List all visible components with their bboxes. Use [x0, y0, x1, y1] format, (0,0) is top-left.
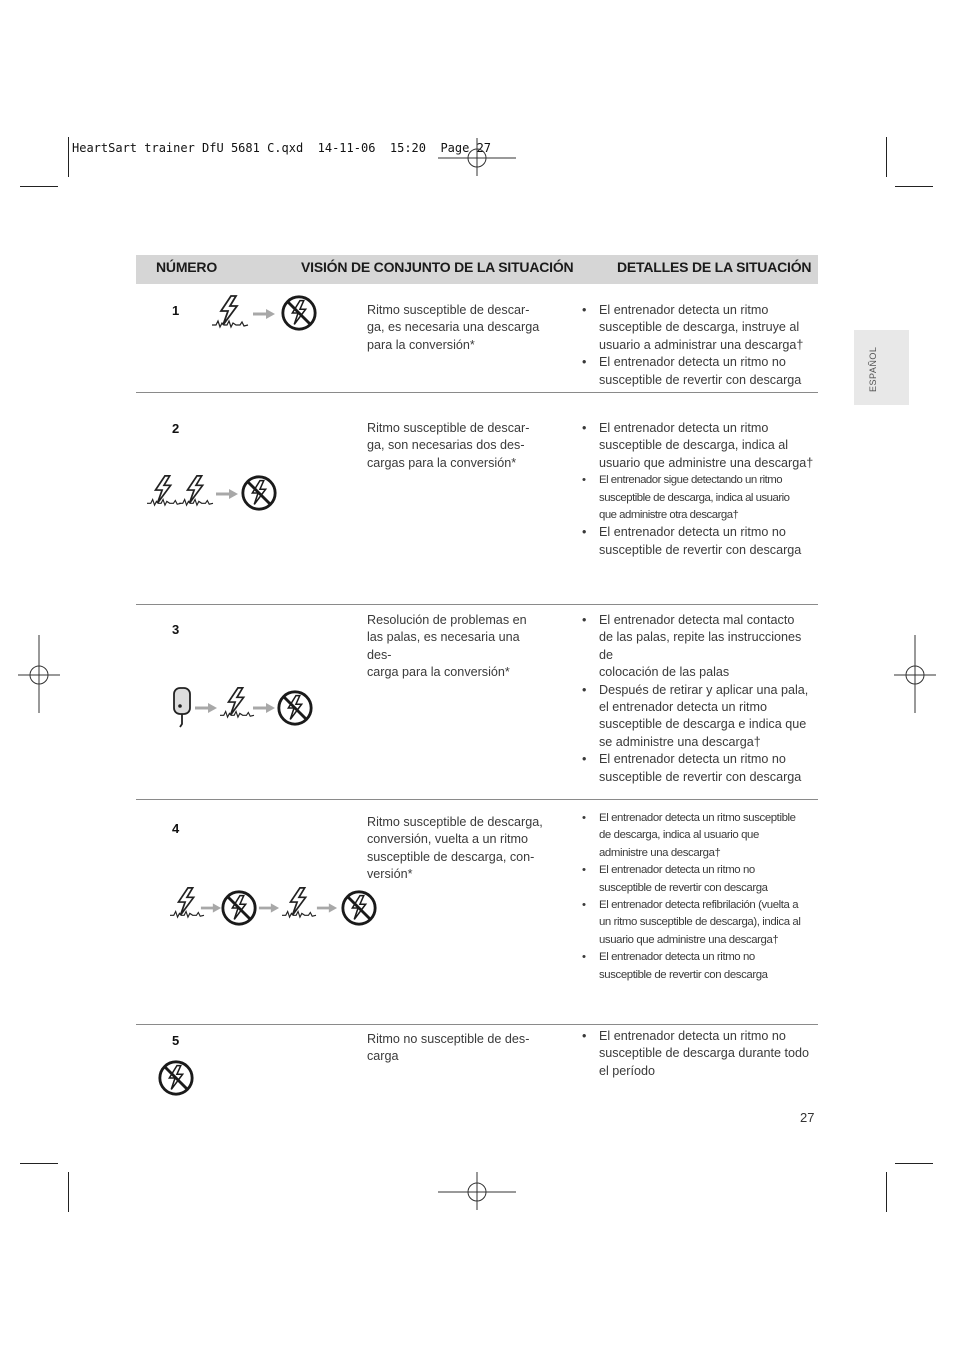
arrow-icon: [253, 703, 275, 713]
list-item: • El entrenador detecta un ritmo no susceptible de descarga durante todo el período: [582, 1028, 818, 1080]
row-divider: [136, 1024, 818, 1025]
no-shock-icon: [160, 1062, 192, 1094]
crop-mark: [68, 1172, 69, 1212]
list-item: • Después de retirar y aplicar una pala, el entrenador detecta un ritmo susceptible de descarga e indica que se administre una descarga†: [582, 682, 818, 752]
situation-details: [582, 302, 818, 389]
list-item: • El entrenador detecta un ritmo no susceptible de revertir con descarga: [582, 751, 818, 786]
row-number: 3: [172, 622, 180, 637]
row-divider: [136, 392, 818, 393]
list-item: • El entrenador detecta refibrilación (vuelta a un ritmo susceptible de descarga), indica al usuario que administre una descarga†: [582, 897, 818, 949]
no-shock-icon: [279, 692, 311, 724]
rhythm-sequence: [172, 686, 317, 734]
situation-overview: Ritmo susceptible de descarga, conversión, vuelta a un ritmo susceptible de descarga, con- versión*: [367, 815, 543, 882]
registration-mark-icon: [18, 635, 60, 715]
no-shock-icon: [223, 892, 255, 924]
list-item: • El entrenador detecta un ritmo susceptible de descarga, instruye al usuario a administrar una descarga†: [582, 302, 818, 354]
no-shock-icon: [343, 892, 375, 924]
list-item: • El entrenador detecta mal contacto de las palas, repite las instrucciones de colocación de las palas: [582, 612, 818, 682]
no-shock-icon: [283, 297, 315, 329]
registration-mark-icon: [894, 635, 936, 715]
registration-mark-icon: [438, 1172, 518, 1212]
situation-overview: Ritmo no susceptible de des- carga: [367, 1032, 530, 1064]
row-number: 2: [172, 421, 180, 436]
arrow-icon: [216, 489, 238, 499]
situation-overview: Ritmo susceptible de descar- ga, son necesarias dos des- cargas para la conversión*: [367, 421, 530, 470]
registration-mark-icon: [438, 138, 518, 178]
row-number: 4: [172, 821, 180, 836]
crop-mark: [886, 137, 887, 177]
crop-mark: [895, 1163, 933, 1164]
arrow-icon: [195, 703, 217, 713]
language-tab-label: ESPAÑOL: [868, 346, 878, 392]
header-overview: VISIÓN DE CONJUNTO DE LA SITUACIÓN: [301, 259, 574, 275]
shockable-rhythm-icon: [282, 888, 316, 917]
header-number: NÚMERO: [156, 259, 218, 275]
arrow-icon: [201, 903, 221, 912]
row-number: 1: [172, 303, 180, 318]
rhythm-sequence: [145, 472, 281, 518]
situation-details: [582, 612, 818, 786]
rhythm-sequence: [210, 292, 322, 338]
language-tab: [854, 330, 909, 405]
list-item: • El entrenador detecta un ritmo no susceptible de revertir con descarga: [582, 354, 818, 389]
rhythm-sequence: [157, 1059, 197, 1103]
list-item: • El entrenador detecta un ritmo no susceptible de revertir con descarga: [582, 524, 818, 559]
row-divider: [136, 604, 818, 605]
page-number: 27: [800, 1110, 815, 1125]
situation-details: [582, 1028, 818, 1080]
list-item: • El entrenador sigue detectando un ritmo susceptible de descarga, indica al usuario que administre otra descarga†: [582, 472, 818, 524]
arrow-icon: [317, 903, 337, 912]
header-details: DETALLES DE LA SITUACIÓN: [617, 259, 812, 275]
situation-overview: Resolución de problemas en las palas, es necesaria una des- carga para la conversión*: [367, 613, 527, 680]
situation-details: [582, 810, 818, 984]
list-item: • El entrenador detecta un ritmo no susceptible de revertir con descarga: [582, 862, 818, 897]
crop-mark: [886, 1172, 887, 1212]
list-item: • El entrenador detecta un ritmo susceptible de descarga, indica al usuario que administre una descarga†: [582, 420, 818, 472]
situation-details: [582, 420, 818, 559]
row-divider: [136, 799, 818, 800]
pad-icon: [174, 688, 190, 727]
shockable-rhythm-icon: [179, 476, 213, 505]
row-number: 5: [172, 1033, 180, 1048]
shockable-rhythm-icon: [170, 888, 204, 917]
rhythm-sequence: [168, 886, 382, 932]
arrow-icon: [253, 309, 275, 319]
shockable-rhythm-icon: [147, 476, 181, 505]
crop-mark: [68, 137, 69, 177]
arrow-icon: [259, 903, 279, 912]
crop-mark: [20, 1163, 58, 1164]
list-item: • El entrenador detecta un ritmo susceptible de descarga, indica al usuario que administre una descarga†: [582, 810, 818, 862]
crop-mark: [20, 186, 58, 187]
list-item: • El entrenador detecta un ritmo no susceptible de revertir con descarga: [582, 949, 818, 984]
shockable-rhythm-icon: [212, 296, 248, 327]
shockable-rhythm-icon: [220, 688, 254, 717]
print-slug: HeartSart trainer DfU 5681 C.qxd 14-11-06 15:20 Page 27: [72, 141, 492, 155]
crop-mark: [895, 186, 933, 187]
situation-overview: Ritmo susceptible de descar- ga, es necesaria una descarga para la conversión*: [367, 303, 540, 352]
no-shock-icon: [243, 477, 275, 509]
